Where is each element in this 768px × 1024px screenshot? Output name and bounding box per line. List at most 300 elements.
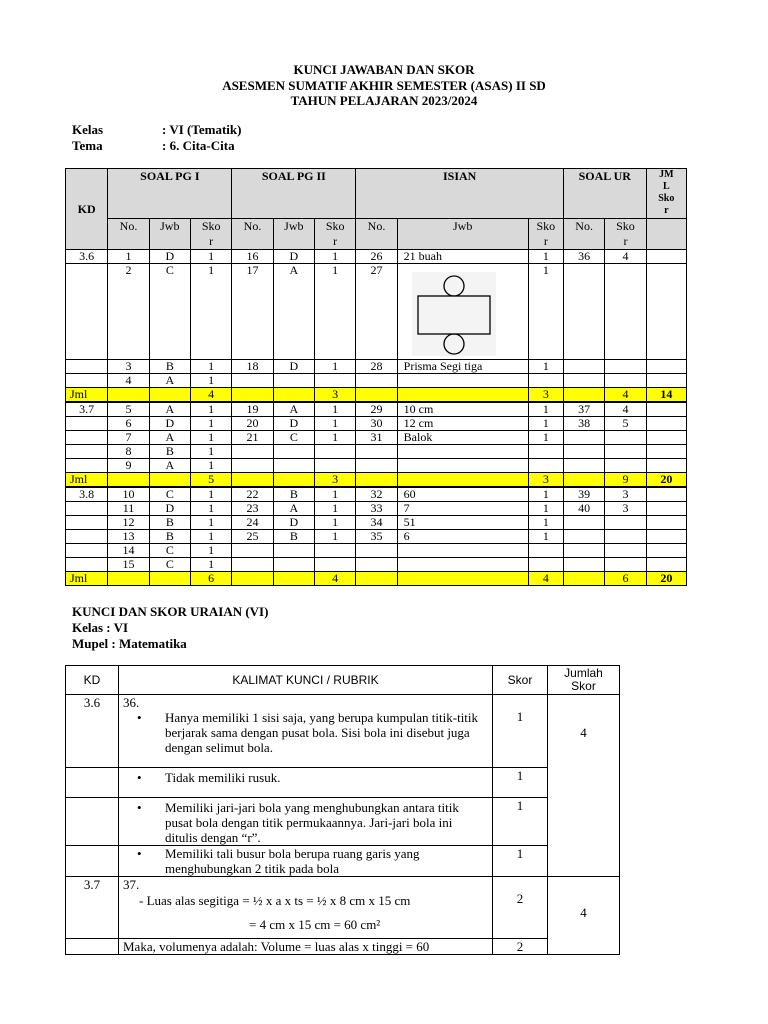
cell-pg2-skor: 3 bbox=[315, 388, 356, 403]
cell-pg2-skor: 1 bbox=[315, 431, 356, 445]
cell-jml-skor: 14 bbox=[646, 388, 686, 403]
cell-ur-no bbox=[563, 558, 604, 572]
rubric-skor: 1 bbox=[493, 768, 548, 798]
cell-pg1-skor: 1 bbox=[190, 264, 231, 360]
cell-isian-no bbox=[356, 544, 397, 558]
header-no: No. bbox=[563, 219, 604, 250]
cell-ur-no bbox=[563, 388, 604, 403]
table-row bbox=[66, 264, 687, 360]
rubric-text: Memiliki tali busur bola berupa ruang garis yang menghubungkan 2 titik pada bola bbox=[165, 846, 420, 876]
cell-pg1-no: 14 bbox=[108, 544, 149, 558]
cell-pg1-jwb bbox=[149, 473, 190, 488]
cell-isian-jwb: 7 bbox=[397, 502, 528, 516]
cell-isian-skor: 1 bbox=[528, 250, 563, 264]
cell-pg2-jwb bbox=[273, 544, 314, 558]
cell-pg1-no: 9 bbox=[108, 459, 149, 473]
table-row bbox=[66, 502, 687, 516]
cell-pg2-skor: 1 bbox=[315, 250, 356, 264]
cell-isian-skor: 1 bbox=[528, 431, 563, 445]
cell-pg2-jwb bbox=[273, 445, 314, 459]
cell-isian-no: 35 bbox=[356, 530, 397, 544]
cell-isian-no bbox=[356, 388, 397, 403]
cell-ur-skor: 5 bbox=[605, 417, 646, 431]
cell-pg2-skor: 1 bbox=[315, 487, 356, 502]
cell-pg2-no: 17 bbox=[232, 264, 273, 360]
cell-isian-skor: 3 bbox=[528, 388, 563, 403]
cell-pg1-skor: 6 bbox=[190, 572, 231, 586]
cell-isian-skor: 1 bbox=[528, 530, 563, 544]
cell-isian-no: 28 bbox=[356, 360, 397, 374]
cell-pg1-skor: 1 bbox=[190, 487, 231, 502]
rubric-cell bbox=[119, 846, 493, 877]
cell-jml-skor bbox=[646, 360, 686, 374]
cell-isian-skor: 1 bbox=[528, 502, 563, 516]
cell-isian-jwb: 6 bbox=[397, 530, 528, 544]
cell-kd: Jml bbox=[66, 388, 108, 403]
cell-pg2-jwb: A bbox=[273, 264, 314, 360]
cell-pg2-no bbox=[232, 572, 273, 586]
cell-pg1-no: 5 bbox=[108, 402, 149, 417]
cell-pg1-jwb: D bbox=[149, 250, 190, 264]
cell-ur-no bbox=[563, 544, 604, 558]
cell-jml-skor bbox=[646, 431, 686, 445]
header-skor: Sko r bbox=[190, 219, 231, 250]
header-skor: Sko r bbox=[315, 219, 356, 250]
cell-ur-no bbox=[563, 473, 604, 488]
table-row bbox=[66, 417, 687, 431]
rubric-text: Tidak memiliki rusuk. bbox=[165, 770, 281, 785]
answer-key-table bbox=[65, 168, 687, 586]
cell-pg1-no: 7 bbox=[108, 431, 149, 445]
cell-jml-skor bbox=[646, 516, 686, 530]
cell-jml-skor bbox=[646, 487, 686, 502]
cell-pg2-skor bbox=[315, 558, 356, 572]
cell-pg2-jwb: D bbox=[273, 250, 314, 264]
header-no: No. bbox=[232, 219, 273, 250]
cell-pg1-skor: 1 bbox=[190, 360, 231, 374]
cell-pg1-skor: 1 bbox=[190, 417, 231, 431]
cell-isian-jwb: 10 cm bbox=[397, 402, 528, 417]
cell-pg2-skor: 4 bbox=[315, 572, 356, 586]
cell-pg2-no bbox=[232, 473, 273, 488]
cell-ur-skor: 3 bbox=[605, 502, 646, 516]
cell-ur-no: 39 bbox=[563, 487, 604, 502]
rubric-skor: 1 bbox=[493, 798, 548, 846]
cell-isian-no bbox=[356, 558, 397, 572]
header-jwb: Jwb bbox=[149, 219, 190, 250]
cell-isian-no: 31 bbox=[356, 431, 397, 445]
cell-ur-no bbox=[563, 360, 604, 374]
cell-isian-skor bbox=[528, 459, 563, 473]
rubric-text: Maka, volumenya adalah: Volume = luas alas x tinggi = 60 bbox=[119, 939, 493, 955]
cell-isian-no: 33 bbox=[356, 502, 397, 516]
cell-ur-no bbox=[563, 264, 604, 360]
cell-pg2-jwb bbox=[273, 388, 314, 403]
cell-isian-skor: 1 bbox=[528, 402, 563, 417]
cell-pg1-no: 3 bbox=[108, 360, 149, 374]
kelas-value: : VI (Tematik) bbox=[162, 122, 242, 137]
tema-value: : 6. Cita-Cita bbox=[162, 138, 235, 153]
kelas-label: Kelas bbox=[72, 122, 104, 137]
cell-pg2-skor: 1 bbox=[315, 516, 356, 530]
cell-kd bbox=[66, 530, 108, 544]
cell-pg2-jwb bbox=[273, 459, 314, 473]
cell-pg2-jwb: A bbox=[273, 402, 314, 417]
cell-isian-skor: 1 bbox=[528, 360, 563, 374]
cell-pg1-no: 11 bbox=[108, 502, 149, 516]
header-jwb: Jwb bbox=[273, 219, 314, 250]
rubric-jumlah: 4 bbox=[548, 695, 620, 877]
cell-ur-no bbox=[563, 516, 604, 530]
bullet-icon: • bbox=[137, 800, 142, 815]
cell-kd bbox=[66, 459, 108, 473]
rubric-cell bbox=[119, 695, 493, 768]
cell-isian-jwb bbox=[397, 388, 528, 403]
table-row bbox=[66, 516, 687, 530]
cell-isian-jwb bbox=[397, 445, 528, 459]
cell-kd bbox=[66, 544, 108, 558]
cell-pg2-no: 18 bbox=[232, 360, 273, 374]
cell-kd: 3.6 bbox=[66, 250, 108, 264]
cell-isian-skor: 1 bbox=[528, 417, 563, 431]
cell-jml-skor bbox=[646, 558, 686, 572]
cell-kd: 3.7 bbox=[66, 402, 108, 417]
cell-pg1-skor: 1 bbox=[190, 558, 231, 572]
cell-isian-jwb bbox=[397, 374, 528, 388]
cell-kd bbox=[66, 516, 108, 530]
bullet-icon: • bbox=[137, 770, 142, 785]
cell-pg1-jwb: D bbox=[149, 502, 190, 516]
cell-ur-skor bbox=[605, 360, 646, 374]
rubric-text: Hanya memiliki 1 sisi saja, yang berupa kumpulan titik-titik berjarak sama dengan pusat bola. Sisi bola ini disebut juga dengan selimut bola. bbox=[165, 710, 479, 755]
cell-pg2-jwb bbox=[273, 473, 314, 488]
rubric-kd: 3.7 bbox=[66, 877, 119, 939]
bullet-icon: • bbox=[137, 846, 142, 861]
cell-pg1-jwb bbox=[149, 572, 190, 586]
rubric-skor: 2 bbox=[493, 939, 548, 955]
cell-pg2-no: 19 bbox=[232, 402, 273, 417]
cell-isian-skor: 1 bbox=[528, 487, 563, 502]
cell-pg2-no bbox=[232, 459, 273, 473]
cell-pg2-no: 16 bbox=[232, 250, 273, 264]
rubric-jumlah: 4 bbox=[548, 877, 620, 955]
cell-pg2-jwb: D bbox=[273, 360, 314, 374]
cell-pg2-no bbox=[232, 558, 273, 572]
cylinder-net-icon bbox=[412, 272, 496, 356]
table-row bbox=[66, 544, 687, 558]
cell-isian-jwb: 51 bbox=[397, 516, 528, 530]
cell-pg2-no: 23 bbox=[232, 502, 273, 516]
cell-isian-jwb: 12 cm bbox=[397, 417, 528, 431]
cell-ur-skor bbox=[605, 544, 646, 558]
cell-pg2-no bbox=[232, 445, 273, 459]
header-soal-pg-1: SOAL PG I bbox=[108, 169, 232, 219]
cell-pg1-jwb: C bbox=[149, 264, 190, 360]
table-row bbox=[66, 374, 687, 388]
cell-ur-skor: 6 bbox=[605, 572, 646, 586]
cell-isian-jwb: Balok bbox=[397, 431, 528, 445]
rubric-cell bbox=[119, 768, 493, 798]
cell-isian-no: 34 bbox=[356, 516, 397, 530]
cell-pg1-no: 10 bbox=[108, 487, 149, 502]
cell-pg1-no: 2 bbox=[108, 264, 149, 360]
cell-ur-skor: 4 bbox=[605, 250, 646, 264]
header-no: No. bbox=[108, 219, 149, 250]
cell-pg2-skor: 1 bbox=[315, 530, 356, 544]
cell-kd bbox=[66, 558, 108, 572]
rubric-cell bbox=[119, 798, 493, 846]
cell-kd bbox=[66, 445, 108, 459]
jml-row bbox=[66, 572, 687, 586]
cell-pg1-no bbox=[108, 388, 149, 403]
cell-pg2-no: 22 bbox=[232, 487, 273, 502]
cell-isian-jwb: 60 bbox=[397, 487, 528, 502]
rubric-kd-empty bbox=[66, 846, 119, 877]
cell-kd bbox=[66, 374, 108, 388]
cell-isian-skor: 3 bbox=[528, 473, 563, 488]
cell-pg2-skor: 3 bbox=[315, 473, 356, 488]
section2-title: KUNCI DAN SKOR URAIAN (VI) bbox=[72, 604, 269, 619]
cell-pg2-jwb bbox=[273, 374, 314, 388]
cell-pg1-skor: 1 bbox=[190, 445, 231, 459]
table-row bbox=[66, 445, 687, 459]
jml-row bbox=[66, 388, 687, 403]
rubric-text: Memiliki jari-jari bola yang menghubungkan antara titik pusat bola dengan titik permukaannya. Jari-jari bola ini ditulis dengan “r”. bbox=[165, 800, 459, 845]
cell-kd: 3.8 bbox=[66, 487, 108, 502]
cell-isian-no: 27 bbox=[356, 264, 397, 360]
cell-isian-no: 26 bbox=[356, 250, 397, 264]
jml-row bbox=[66, 473, 687, 488]
cell-isian-skor bbox=[528, 558, 563, 572]
cell-pg1-skor: 1 bbox=[190, 431, 231, 445]
doc-title-1: KUNCI JAWABAN DAN SKOR bbox=[293, 62, 475, 77]
cell-pg2-no: 24 bbox=[232, 516, 273, 530]
cell-pg2-skor: 1 bbox=[315, 264, 356, 360]
cell-isian-jwb: Prisma Segi tiga bbox=[397, 360, 528, 374]
cell-pg2-jwb: C bbox=[273, 431, 314, 445]
cell-pg1-jwb: C bbox=[149, 487, 190, 502]
cell-pg2-skor: 1 bbox=[315, 360, 356, 374]
cell-pg2-no: 20 bbox=[232, 417, 273, 431]
cell-ur-skor: 9 bbox=[605, 473, 646, 488]
cell-pg1-no: 12 bbox=[108, 516, 149, 530]
cell-jml-skor bbox=[646, 530, 686, 544]
cell-kd bbox=[66, 502, 108, 516]
cell-isian-skor bbox=[528, 445, 563, 459]
cell-pg1-no bbox=[108, 572, 149, 586]
rubric-skor: 1 bbox=[493, 695, 548, 768]
cell-ur-skor bbox=[605, 558, 646, 572]
cell-pg1-jwb: D bbox=[149, 417, 190, 431]
cell-isian-no: 29 bbox=[356, 402, 397, 417]
cell-ur-no: 40 bbox=[563, 502, 604, 516]
header-isian: ISIAN bbox=[356, 169, 564, 219]
cell-pg2-no: 25 bbox=[232, 530, 273, 544]
rubric-header-kd: KD bbox=[66, 666, 119, 695]
cell-isian-jwb bbox=[397, 558, 528, 572]
table-row bbox=[66, 459, 687, 473]
cell-pg1-skor: 5 bbox=[190, 473, 231, 488]
table-row bbox=[66, 530, 687, 544]
cell-kd bbox=[66, 417, 108, 431]
cell-pg1-jwb: A bbox=[149, 431, 190, 445]
cell-pg1-no: 8 bbox=[108, 445, 149, 459]
cell-pg2-jwb: D bbox=[273, 516, 314, 530]
cell-jml-skor: 20 bbox=[646, 572, 686, 586]
cell-ur-no bbox=[563, 459, 604, 473]
section2-kelas: Kelas : VI bbox=[72, 620, 129, 635]
cell-isian-skor bbox=[528, 544, 563, 558]
cell-isian-no: 32 bbox=[356, 487, 397, 502]
table-row bbox=[66, 431, 687, 445]
cell-jml-skor bbox=[646, 459, 686, 473]
cell-jml-skor bbox=[646, 250, 686, 264]
cell-isian-no bbox=[356, 445, 397, 459]
cell-isian-skor: 4 bbox=[528, 572, 563, 586]
cell-isian-jwb bbox=[397, 544, 528, 558]
rubric-text: - Luas alas segitiga = ½ x a x ts = ½ x 8 cm x 15 cm bbox=[139, 893, 411, 908]
cell-pg2-no bbox=[232, 374, 273, 388]
rubric-header-jumlah: Jumlah Skor bbox=[548, 666, 620, 695]
bullet-icon: • bbox=[137, 710, 142, 725]
cell-pg1-no: 13 bbox=[108, 530, 149, 544]
rubric-skor: 2 bbox=[493, 877, 548, 939]
cell-pg1-skor: 1 bbox=[190, 544, 231, 558]
cell-ur-no bbox=[563, 530, 604, 544]
cell-pg1-jwb: B bbox=[149, 360, 190, 374]
header-soal-pg-2: SOAL PG II bbox=[232, 169, 356, 219]
cell-jml-skor bbox=[646, 445, 686, 459]
header-skor: Sko r bbox=[528, 219, 563, 250]
cell-ur-skor bbox=[605, 516, 646, 530]
cell-kd: Jml bbox=[66, 572, 108, 586]
cell-jml-skor bbox=[646, 402, 686, 417]
cell-isian-no bbox=[356, 572, 397, 586]
header-jml-skor: JM L Sko r bbox=[646, 169, 686, 219]
cell-pg2-jwb bbox=[273, 572, 314, 586]
question-number: 37. bbox=[123, 877, 140, 892]
cell-ur-skor: 4 bbox=[605, 402, 646, 417]
cell-ur-no bbox=[563, 374, 604, 388]
cell-pg2-skor bbox=[315, 544, 356, 558]
rubric-skor: 1 bbox=[493, 846, 548, 877]
cell-pg1-skor: 1 bbox=[190, 502, 231, 516]
cell-pg2-skor bbox=[315, 445, 356, 459]
cell-ur-no: 38 bbox=[563, 417, 604, 431]
cell-isian-no bbox=[356, 374, 397, 388]
table-row bbox=[66, 250, 687, 264]
cell-ur-no bbox=[563, 572, 604, 586]
cell-pg2-skor: 1 bbox=[315, 417, 356, 431]
cell-ur-skor bbox=[605, 530, 646, 544]
header-no: No. bbox=[356, 219, 397, 250]
cell-ur-no: 36 bbox=[563, 250, 604, 264]
question-number: 36. bbox=[123, 695, 140, 710]
cell-ur-skor bbox=[605, 445, 646, 459]
cell-pg1-jwb: B bbox=[149, 516, 190, 530]
cylinder-net-figure bbox=[397, 264, 528, 360]
cell-jml-skor: 20 bbox=[646, 473, 686, 488]
cell-jml-skor bbox=[646, 544, 686, 558]
cell-ur-skor: 4 bbox=[605, 388, 646, 403]
cell-pg1-jwb: B bbox=[149, 445, 190, 459]
cell-ur-no bbox=[563, 431, 604, 445]
cell-pg1-jwb: A bbox=[149, 402, 190, 417]
table-row bbox=[66, 402, 687, 417]
cell-pg2-skor bbox=[315, 374, 356, 388]
cell-ur-skor bbox=[605, 431, 646, 445]
cell-pg2-jwb: B bbox=[273, 530, 314, 544]
cell-kd: Jml bbox=[66, 473, 108, 488]
cell-kd bbox=[66, 264, 108, 360]
cell-isian-jwb bbox=[397, 459, 528, 473]
cell-isian-jwb bbox=[397, 473, 528, 488]
cell-pg2-no: 21 bbox=[232, 431, 273, 445]
cell-pg2-jwb: B bbox=[273, 487, 314, 502]
cell-pg2-skor: 1 bbox=[315, 502, 356, 516]
cell-isian-skor: 1 bbox=[528, 516, 563, 530]
doc-title-2: ASESMEN SUMATIF AKHIR SEMESTER (ASAS) II SD bbox=[222, 78, 546, 93]
cell-pg1-skor: 1 bbox=[190, 374, 231, 388]
cell-ur-skor: 3 bbox=[605, 487, 646, 502]
cell-ur-skor bbox=[605, 264, 646, 360]
cell-pg1-no: 1 bbox=[108, 250, 149, 264]
cell-pg2-jwb bbox=[273, 558, 314, 572]
cell-ur-no: 37 bbox=[563, 402, 604, 417]
cell-pg2-skor bbox=[315, 459, 356, 473]
cell-kd bbox=[66, 431, 108, 445]
table-row bbox=[66, 558, 687, 572]
cell-pg1-no: 6 bbox=[108, 417, 149, 431]
cell-pg1-jwb: A bbox=[149, 459, 190, 473]
cell-pg1-skor: 1 bbox=[190, 516, 231, 530]
cell-jml-skor bbox=[646, 502, 686, 516]
section2-mupel: Mupel : Matematika bbox=[72, 636, 187, 651]
cell-kd bbox=[66, 360, 108, 374]
cell-pg1-jwb bbox=[149, 388, 190, 403]
essay-rubric-table bbox=[65, 665, 620, 955]
rubric-kd-empty bbox=[66, 768, 119, 798]
rubric-kd-empty bbox=[66, 798, 119, 846]
cell-isian-no bbox=[356, 473, 397, 488]
cell-pg1-skor: 1 bbox=[190, 530, 231, 544]
cell-pg1-no: 15 bbox=[108, 558, 149, 572]
header-blank bbox=[646, 219, 686, 250]
cell-jml-skor bbox=[646, 264, 686, 360]
header-soal-ur: SOAL UR bbox=[563, 169, 646, 219]
answer-key-body bbox=[66, 250, 687, 586]
header-skor: Sko r bbox=[605, 219, 646, 250]
cell-ur-skor bbox=[605, 459, 646, 473]
cell-isian-skor: 1 bbox=[528, 264, 563, 360]
cell-isian-skor bbox=[528, 374, 563, 388]
cell-pg1-jwb: B bbox=[149, 530, 190, 544]
rubric-text: = 4 cm x 15 cm = 60 cm² bbox=[249, 917, 381, 932]
rubric-header-rubrik: KALIMAT KUNCI / RUBRIK bbox=[119, 666, 493, 695]
cell-pg1-no: 4 bbox=[108, 374, 149, 388]
cell-ur-skor bbox=[605, 374, 646, 388]
cell-pg1-jwb: A bbox=[149, 374, 190, 388]
cell-pg1-skor: 1 bbox=[190, 250, 231, 264]
cell-isian-jwb: 21 buah bbox=[397, 250, 528, 264]
cell-pg2-no bbox=[232, 388, 273, 403]
cell-jml-skor bbox=[646, 374, 686, 388]
rubric-kd-empty bbox=[66, 939, 119, 955]
header-jwb: Jwb bbox=[397, 219, 528, 250]
cell-pg1-skor: 1 bbox=[190, 459, 231, 473]
cell-pg2-skor: 1 bbox=[315, 402, 356, 417]
cell-pg2-no bbox=[232, 544, 273, 558]
